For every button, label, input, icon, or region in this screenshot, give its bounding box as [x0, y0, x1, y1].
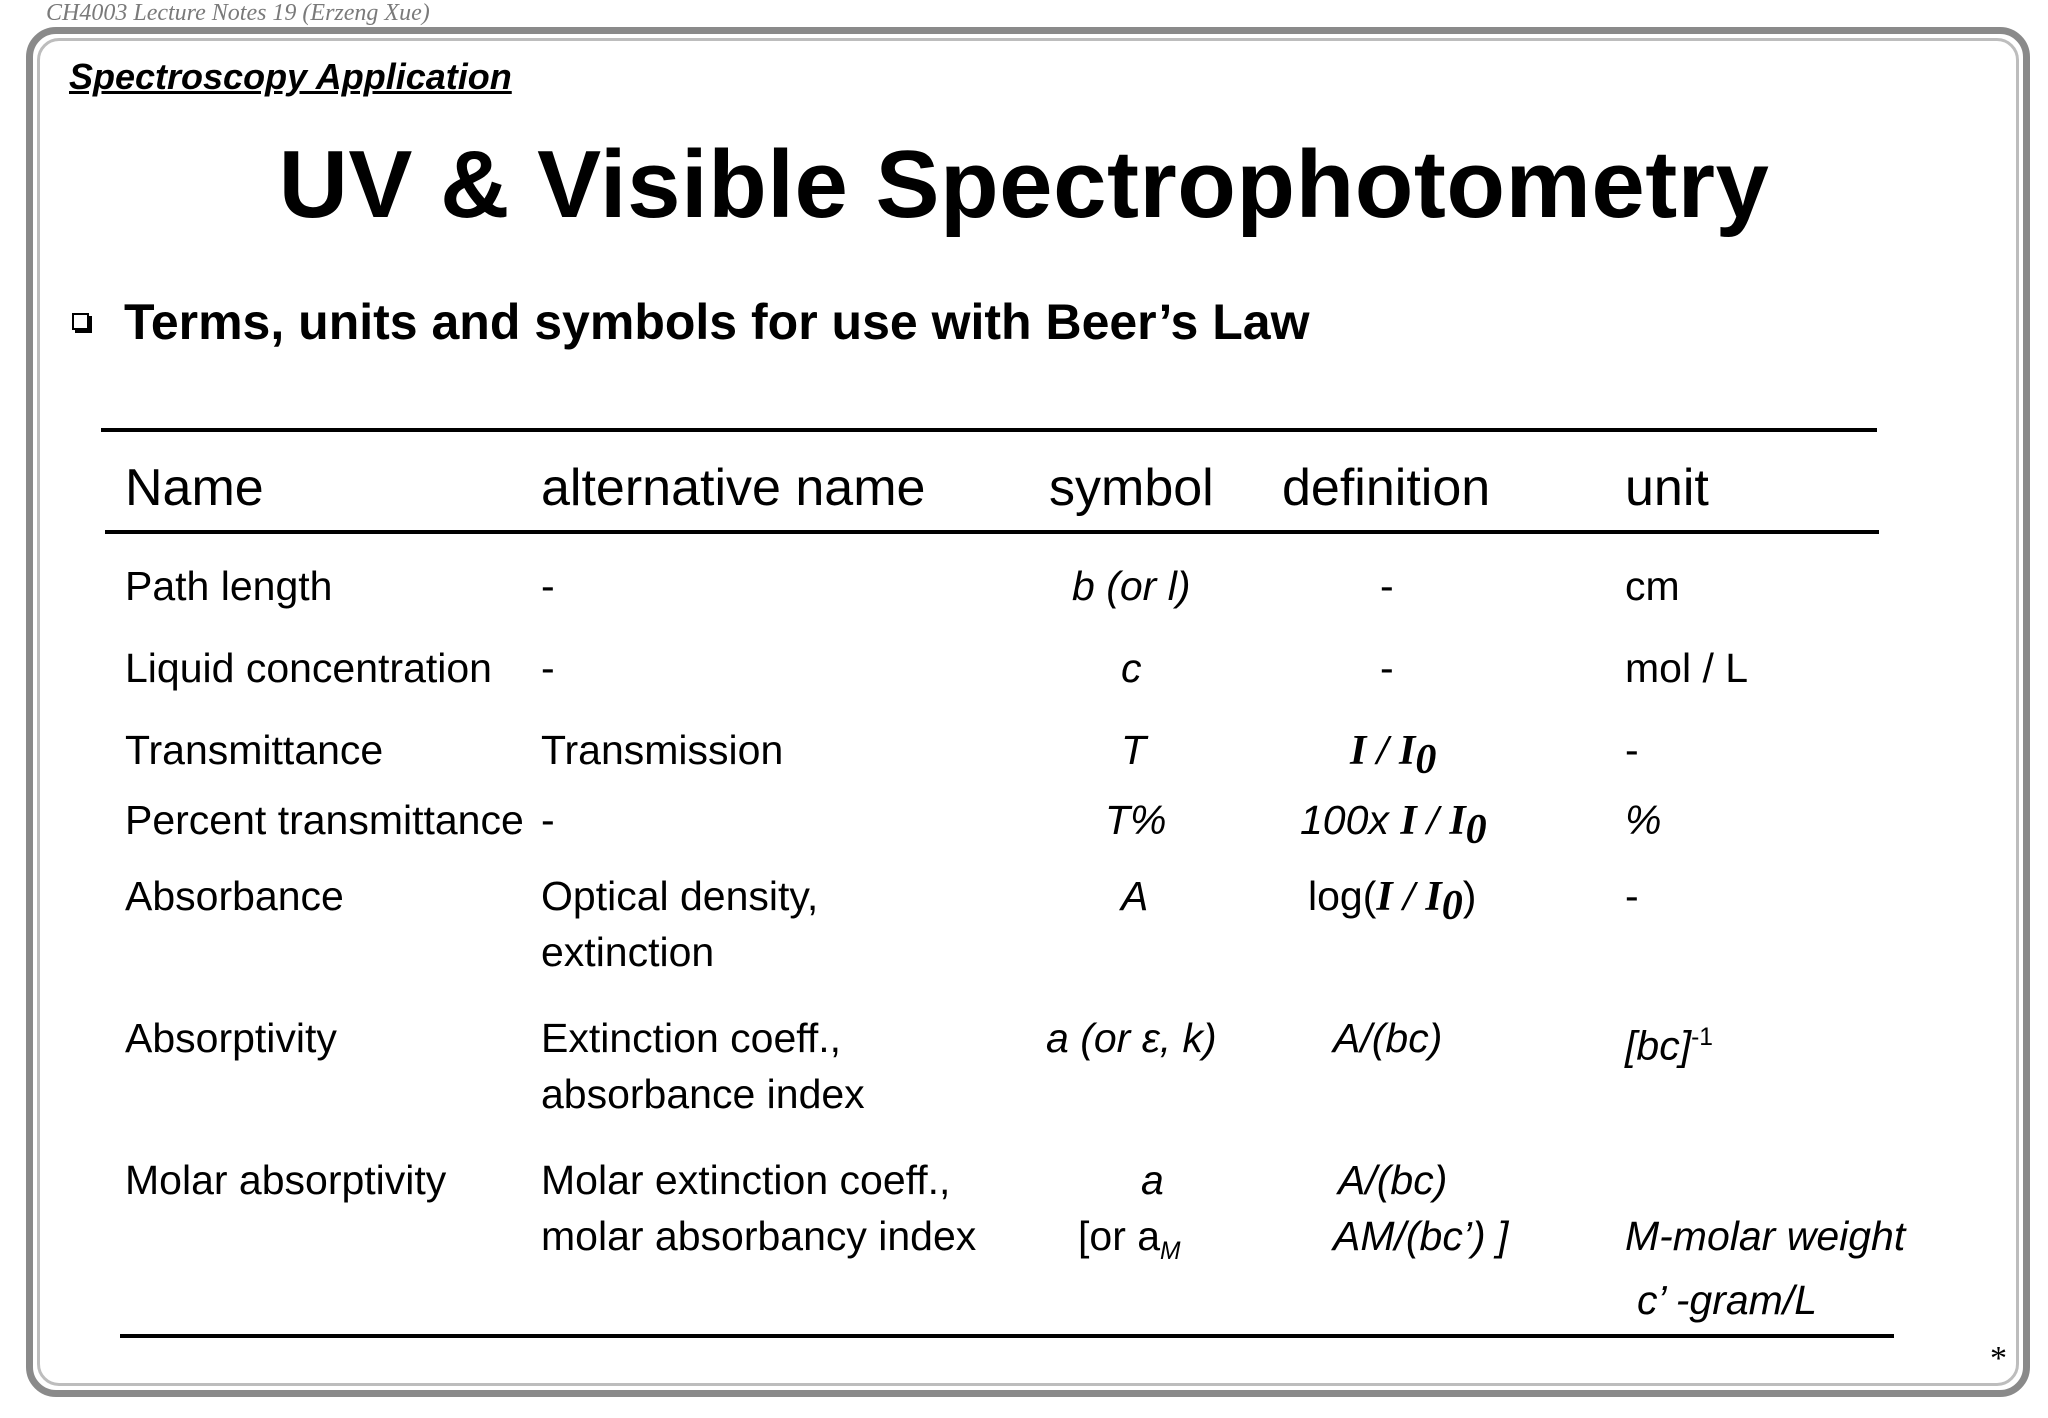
symbol-main: [or a [1078, 1213, 1161, 1259]
definition-prefix: log( [1308, 873, 1377, 919]
cell-unit-line1: M-molar weight [1625, 1213, 1906, 1259]
cell-symbol: c [1121, 645, 1142, 691]
cell-name: Absorbance [125, 873, 344, 919]
symbol-subscript: M [1160, 1238, 1181, 1266]
definition-main: I / I [1350, 728, 1416, 774]
definition-subscript: 0 [1441, 883, 1463, 930]
cell-symbol: T [1121, 727, 1147, 773]
cell-alt-line1: Optical density, [541, 873, 819, 919]
cell-name: Path length [125, 563, 333, 609]
section-label: Spectroscopy Application [69, 56, 512, 97]
cell-alt-line1: Molar extinction coeff., [541, 1157, 951, 1203]
cell-symbol [1072, 558, 1190, 614]
symbol-main: b [1072, 563, 1095, 609]
unit-main: [bc] [1625, 1022, 1692, 1069]
column-header-definition: definition [1282, 459, 1491, 517]
cell-name: Absorptivity [125, 1015, 337, 1061]
footer-mark: * [1990, 1340, 2007, 1377]
cell-alt: - [541, 563, 555, 609]
column-header-alternative-name: alternative name [541, 459, 926, 517]
definition-suffix: ) [1462, 873, 1477, 919]
table-bottom-rule [120, 1334, 1894, 1338]
definition-main: I / I [1400, 798, 1466, 844]
cell-alt-line1: Extinction coeff., [541, 1015, 842, 1061]
page-title: UV & Visible Spectrophotometry [278, 131, 1770, 238]
cell-unit-line2: c’ -gram/L [1637, 1277, 1817, 1323]
cell-symbol: a (or ε, k) [1046, 1015, 1217, 1061]
table-top-rule [101, 428, 1877, 432]
definition-main: I / I [1376, 874, 1442, 920]
cell-unit [1625, 1010, 1713, 1074]
cell-symbol-line1: a [1141, 1157, 1164, 1203]
cell-name: Percent transmittance [125, 797, 524, 843]
cell-alt-line2: molar absorbancy index [541, 1213, 977, 1259]
cell-alt: - [541, 645, 555, 691]
cell-alt: Transmission [541, 727, 784, 773]
cell-name: Molar absorptivity [125, 1157, 447, 1203]
cell-unit: - [1625, 873, 1639, 919]
cell-unit: cm [1625, 563, 1680, 609]
unit-superscript: -1 [1691, 1024, 1713, 1051]
cell-definition [1350, 722, 1436, 788]
definition-subscript: 0 [1465, 807, 1487, 854]
definition-prefix: 100x [1300, 797, 1401, 843]
cell-symbol: T% [1105, 797, 1167, 843]
cell-unit: % [1625, 797, 1662, 843]
cell-definition-line1: A/(bc) [1338, 1157, 1448, 1203]
cell-symbol: A [1121, 873, 1149, 919]
checkbox-bullet-icon [72, 313, 89, 330]
definition-subscript: 0 [1415, 737, 1437, 784]
symbol-rest: (or l) [1094, 563, 1191, 609]
cell-alt-line2: absorbance index [541, 1071, 865, 1117]
cell-definition-line2: AM/(bc’) ] [1333, 1213, 1509, 1259]
cell-alt: - [541, 797, 555, 843]
cell-unit: - [1625, 727, 1639, 773]
cell-unit: mol / L [1625, 645, 1749, 691]
cell-symbol-line2 [1078, 1208, 1181, 1280]
cell-name: Transmittance [125, 727, 384, 773]
bullet-heading: Terms, units and symbols for use with Beer’s Law [124, 294, 1310, 350]
column-header-symbol: symbol [1049, 459, 1214, 517]
cell-definition [1300, 792, 1487, 858]
cell-definition [1308, 868, 1476, 934]
cell-definition: - [1380, 645, 1394, 691]
column-header-name: Name [125, 459, 264, 517]
header-note: CH4003 Lecture Notes 19 (Erzeng Xue) [46, 0, 430, 26]
column-header-unit: unit [1625, 459, 1709, 517]
cell-definition: A/(bc) [1333, 1015, 1443, 1061]
cell-name: Liquid concentration [125, 645, 492, 691]
cell-definition: - [1380, 563, 1394, 609]
table-header-rule [105, 530, 1879, 534]
cell-alt-line2: extinction [541, 929, 715, 975]
